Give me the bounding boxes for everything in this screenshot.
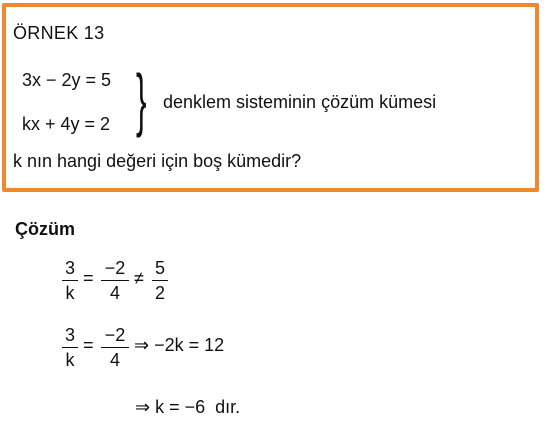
fraction-denominator: 4: [109, 283, 120, 303]
equation-2: kx + 4y = 2: [22, 114, 111, 134]
fraction-numerator: 3: [64, 258, 75, 278]
fraction-bar: [101, 347, 129, 348]
fraction-numerator: 5: [154, 258, 165, 278]
implication-step-1: ⇒ −2k = 12: [134, 335, 225, 355]
fraction-neg2-over-4: [101, 257, 129, 304]
equals-sign: =: [83, 335, 94, 355]
fraction-3-over-k: [62, 324, 78, 371]
fraction-5-over-2: [152, 257, 168, 304]
system-brace: }: [136, 60, 147, 138]
fraction-bar: [152, 280, 168, 281]
fraction-neg2-over-4: [101, 324, 129, 371]
equals-sign: =: [83, 268, 94, 288]
question-text: k nın hangi değeri için boş kümedir?: [13, 151, 302, 171]
fraction-denominator: 4: [109, 350, 120, 370]
fraction-bar: [62, 347, 78, 348]
fraction-3-over-k: [62, 257, 78, 304]
fraction-denominator: k: [65, 350, 75, 370]
equation-1: 3x − 2y = 5: [22, 70, 112, 90]
solution-label: Çözüm: [15, 219, 75, 239]
fraction-numerator: −2: [104, 258, 126, 278]
system-description: denklem sisteminin çözüm kümesi: [163, 92, 437, 112]
not-equal-sign: ≠: [134, 268, 144, 288]
fraction-numerator: −2: [104, 325, 126, 345]
fraction-numerator: 3: [64, 325, 75, 345]
example-title: ÖRNEK 13: [13, 23, 105, 43]
fraction-denominator: 2: [154, 283, 165, 303]
fraction-denominator: k: [65, 283, 75, 303]
fraction-bar: [62, 280, 78, 281]
fraction-bar: [101, 280, 129, 281]
implication-step-2: ⇒ k = −6 dır.: [135, 397, 241, 417]
